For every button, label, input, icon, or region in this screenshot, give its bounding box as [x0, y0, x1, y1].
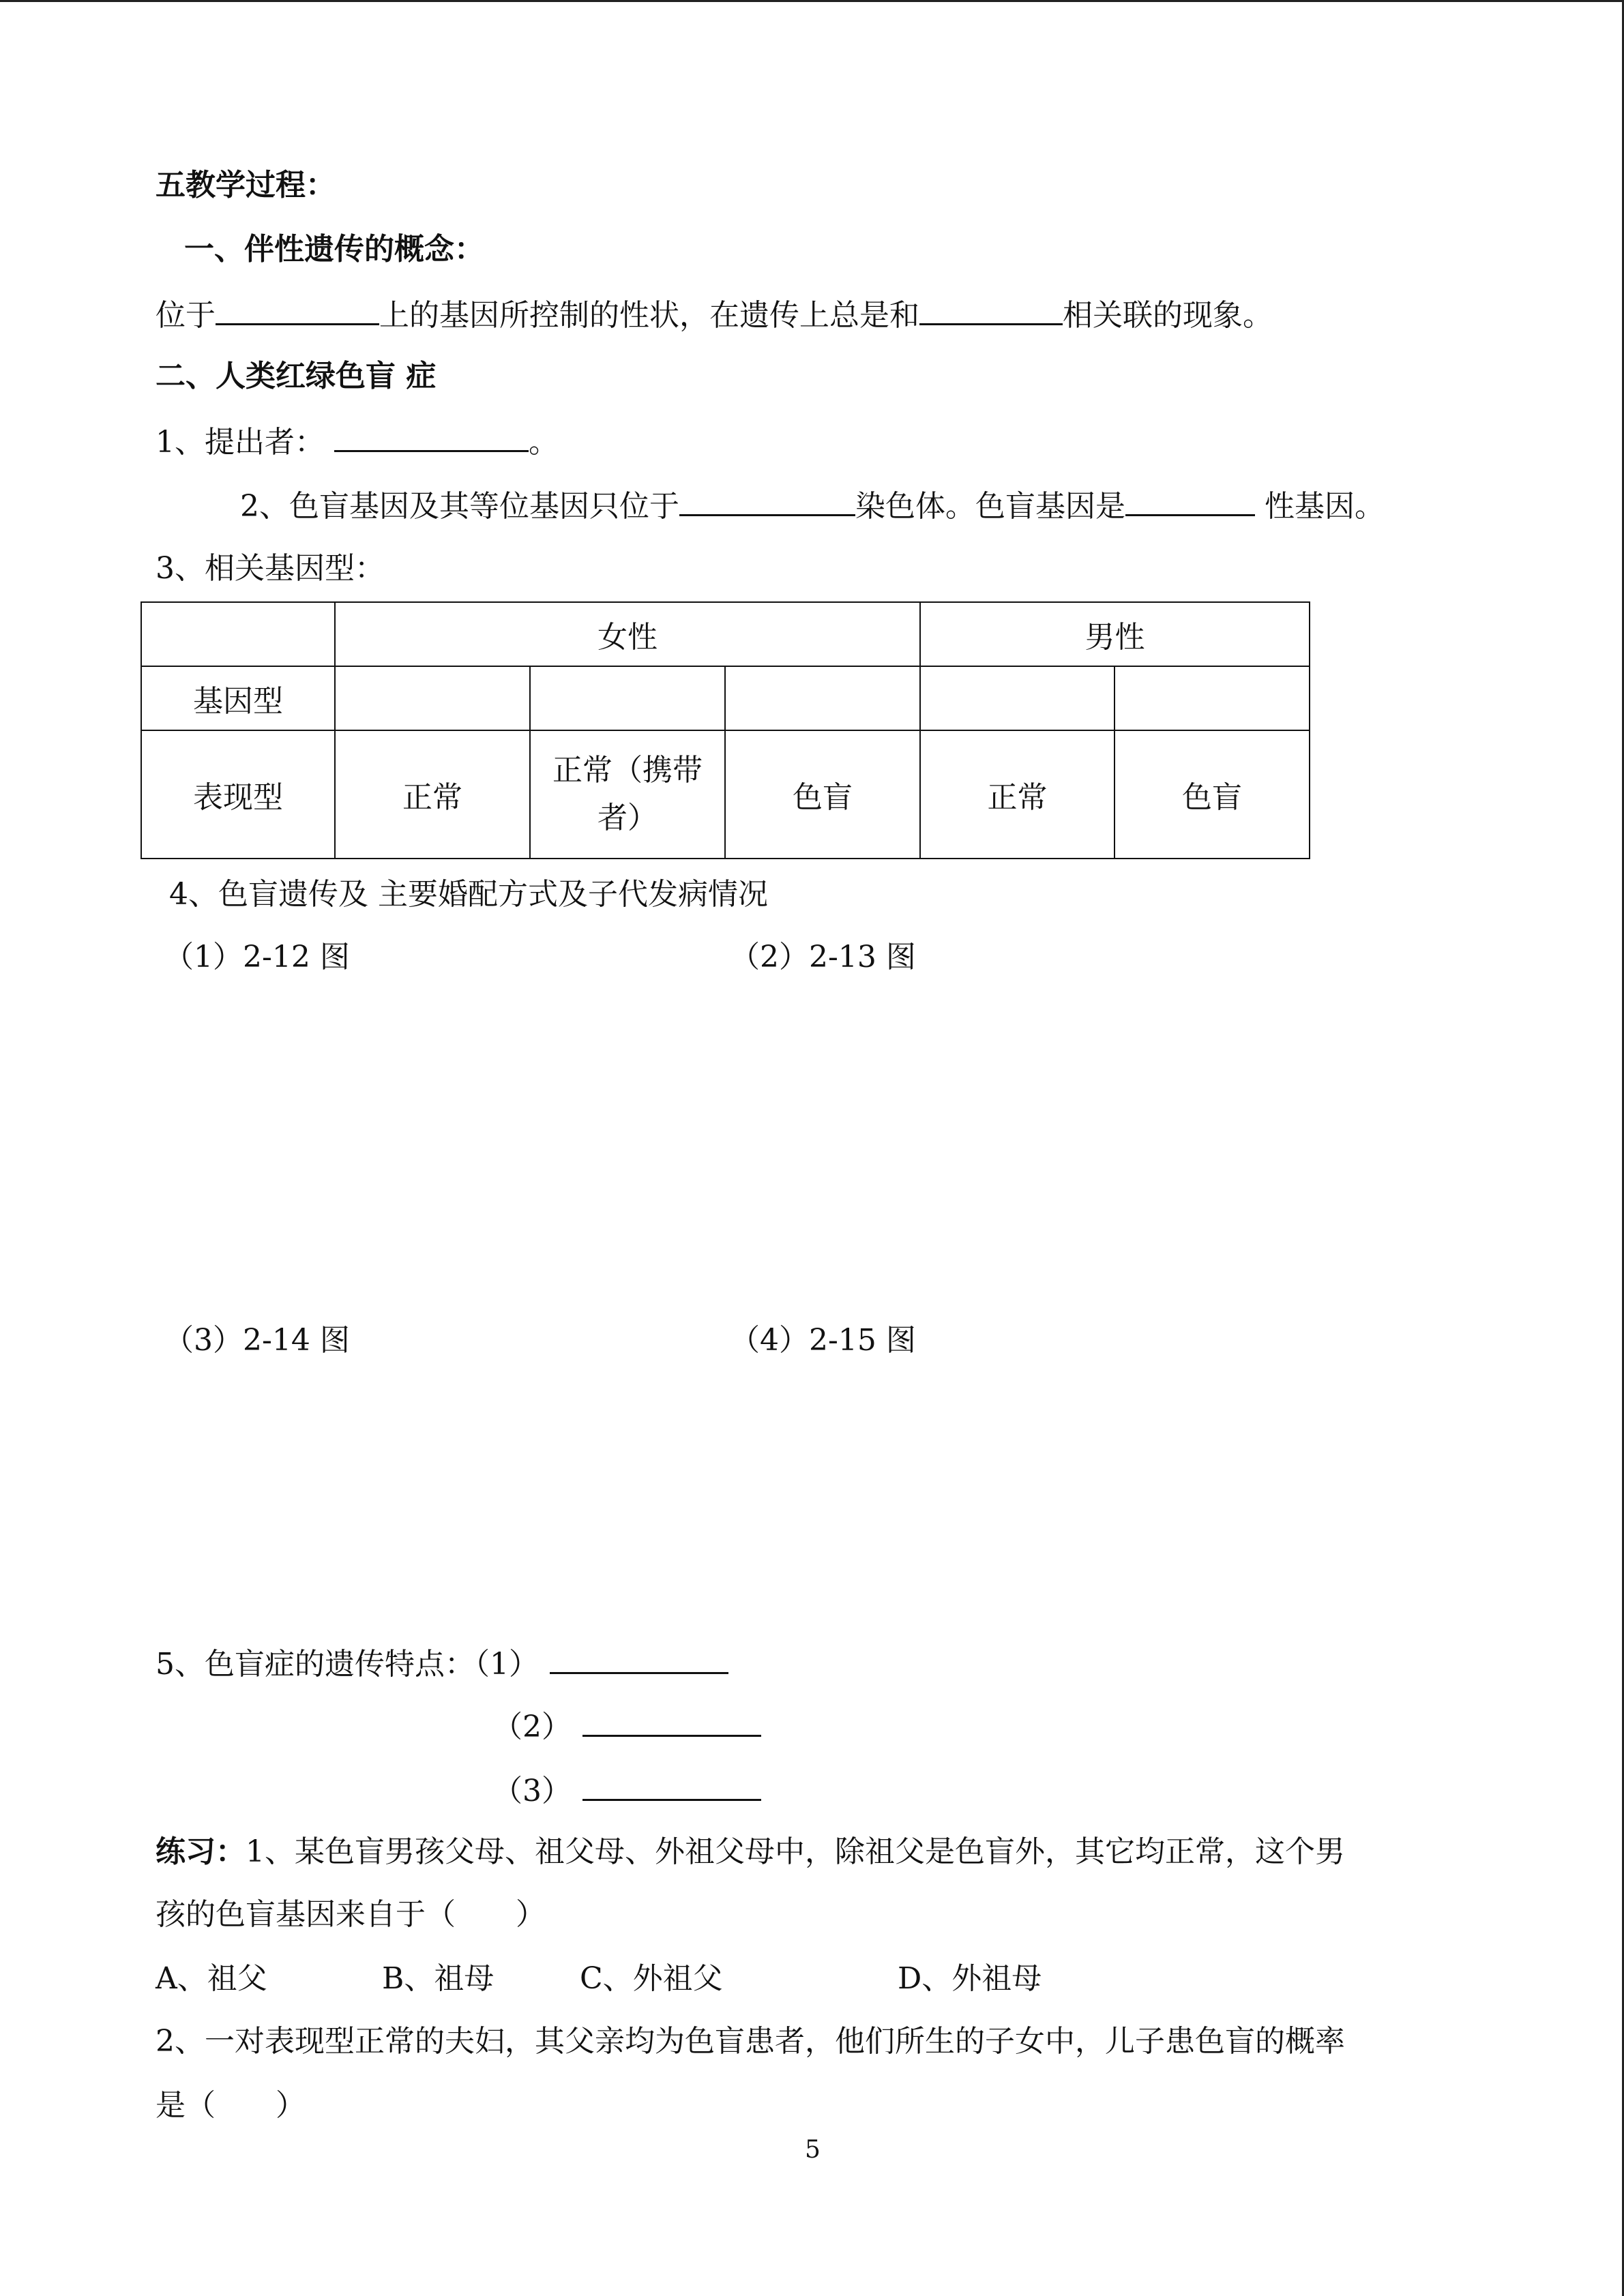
- proposer-blank[interactable]: [334, 420, 529, 452]
- figure-label-3: （3）2-14 图: [164, 1323, 350, 1358]
- female-header: 女性: [335, 602, 920, 666]
- gene-location-post: 性基因。: [1255, 489, 1385, 524]
- page-border-top: [0, 0, 1624, 2]
- traits-line-3: [492, 1769, 761, 1812]
- phenotype-cell: 正常: [335, 730, 530, 859]
- gene-location-line: [240, 484, 1385, 527]
- practice-q2-line1: 2、一对表现型正常的夫妇，其父亲均为色盲患者，他们所生的子女中，儿子患色盲的概率: [156, 2024, 1345, 2059]
- trait-blank-1[interactable]: [550, 1642, 728, 1674]
- genotype-cell[interactable]: [725, 666, 920, 730]
- genotype-cell[interactable]: [920, 666, 1114, 730]
- male-header: 男性: [920, 602, 1310, 666]
- figure-label-4: （4）2-15 图: [730, 1323, 916, 1358]
- phenotype-cell: 正常（携带者）: [530, 730, 725, 859]
- concept-mid: 上的基因所控制的性状，在遗传上总是和: [379, 298, 919, 333]
- trait-number-2: （2）: [492, 1710, 572, 1744]
- phenotype-cell: 色盲: [725, 730, 920, 859]
- option-c[interactable]: C、外祖父: [580, 1961, 723, 1996]
- colorblind-heading: 二、人类红绿色盲 症: [156, 359, 437, 393]
- phenotype-row-label: 表现型: [141, 730, 335, 859]
- gene-location-mid: 染色体。色盲基因是: [855, 489, 1125, 524]
- practice-label: 练习：: [156, 1834, 246, 1869]
- trait-number-1: （1）: [475, 1647, 539, 1682]
- proposer-line: [156, 420, 559, 463]
- table-corner-cell: [141, 602, 335, 666]
- genotype-cell[interactable]: [335, 666, 530, 730]
- dominance-blank[interactable]: [1125, 484, 1255, 516]
- genotype-heading: 3、相关基因型：: [156, 551, 385, 586]
- genotype-table: [141, 601, 1310, 859]
- chromosome-blank[interactable]: [679, 484, 855, 516]
- concept-blank-1[interactable]: [216, 293, 379, 325]
- proposer-post: 。: [529, 425, 559, 460]
- genotype-row-label: 基因型: [141, 666, 335, 730]
- concept-blank-2[interactable]: [919, 293, 1063, 325]
- proposer-label: 1、提出者：: [156, 425, 325, 460]
- traits-line-2: [492, 1705, 761, 1748]
- figure-label-2: （2）2-13 图: [730, 940, 916, 974]
- option-b[interactable]: B、祖母: [382, 1961, 494, 1996]
- figure-label-1: （1）2-12 图: [164, 940, 350, 974]
- practice-q2-line2: 是（ ）: [156, 2088, 306, 2123]
- option-a[interactable]: A、祖父: [156, 1961, 267, 1996]
- phenotype-cell: 色盲: [1114, 730, 1310, 859]
- genotype-cell[interactable]: [1114, 666, 1310, 730]
- phenotype-cell: 正常: [920, 730, 1114, 859]
- concept-sentence: [156, 293, 1273, 336]
- concept-heading: 一、伴性遗传的概念：: [184, 232, 484, 267]
- trait-blank-3[interactable]: [582, 1769, 761, 1801]
- page-number: 5: [805, 2136, 821, 2164]
- concept-pre: 位于: [156, 298, 216, 333]
- traits-title: 5、色盲症的遗传特点：: [156, 1647, 475, 1682]
- practice-q1-line1: [156, 1832, 1345, 1873]
- genotype-cell[interactable]: [530, 666, 725, 730]
- concept-post: 相关联的现象。: [1063, 298, 1273, 333]
- practice-q1-text: 1、某色盲男孩父母、祖父母、外祖父母中，除祖父是色盲外，其它均正常，这个男: [246, 1834, 1345, 1869]
- practice-q1-line2: 孩的色盲基因来自于（ ）: [156, 1897, 546, 1932]
- gene-location-pre: 2、色盲基因及其等位基因只位于: [240, 489, 679, 524]
- trait-number-3: （3）: [492, 1774, 572, 1808]
- option-d[interactable]: D、外祖母: [898, 1961, 1042, 1996]
- section-title: 五教学过程：: [156, 168, 336, 203]
- trait-blank-2[interactable]: [582, 1705, 761, 1737]
- inheritance-title: 4、色盲遗传及 主要婚配方式及子代发病情况: [169, 877, 768, 912]
- traits-line-1: [156, 1642, 728, 1685]
